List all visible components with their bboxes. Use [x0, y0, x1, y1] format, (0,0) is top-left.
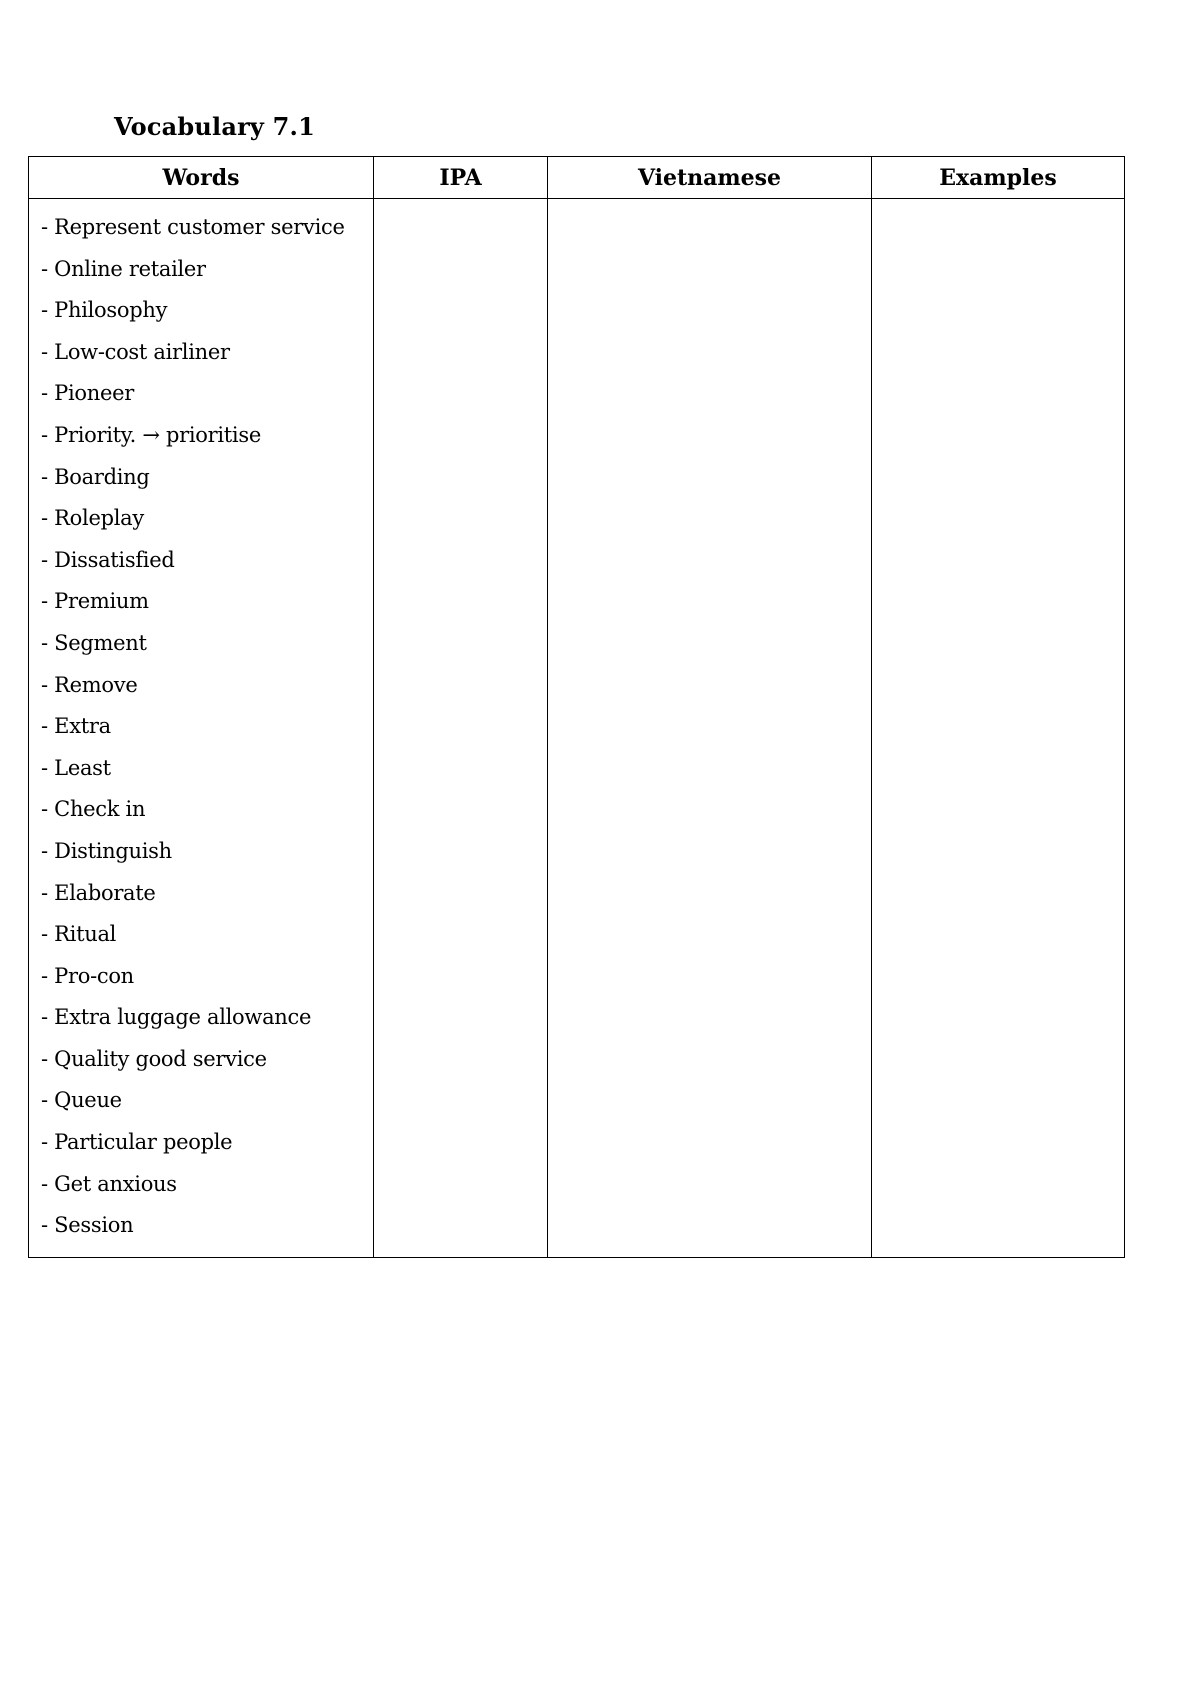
word-item: - Quality good service	[41, 1046, 267, 1071]
vietnamese-cell	[548, 199, 872, 1258]
word-item: - Particular people	[41, 1130, 233, 1155]
word-item: - Philosophy	[41, 298, 168, 323]
word-item: - Least	[41, 755, 111, 780]
word-item: - Extra luggage allowance	[41, 1005, 312, 1030]
word-item: - Priority. → prioritise	[41, 422, 261, 447]
word-item: - Pioneer	[41, 381, 134, 406]
word-item: - Extra	[41, 714, 111, 739]
ipa-cell	[374, 199, 548, 1258]
word-item: - Represent customer service	[41, 215, 345, 239]
examples-cell	[872, 199, 1125, 1258]
header-ipa: IPA	[374, 157, 548, 199]
word-item: - Session	[41, 1213, 134, 1238]
words-cell	[29, 199, 374, 1258]
word-item: - Elaborate	[41, 880, 156, 905]
word-item: - Pro-con	[41, 963, 134, 988]
word-item: - Boarding	[41, 464, 150, 489]
word-item: - Premium	[41, 589, 149, 614]
vocabulary-table	[28, 156, 1125, 1258]
header-words: Words	[29, 157, 374, 199]
word-item: - Ritual	[41, 922, 117, 947]
word-item: - Check in	[41, 797, 146, 822]
word-item: - Dissatisfied	[41, 547, 175, 572]
word-item: - Segment	[41, 630, 147, 655]
word-list	[29, 199, 373, 1257]
word-item: - Remove	[41, 672, 138, 697]
word-item: - Low-cost airliner	[41, 339, 230, 364]
word-item: - Roleplay	[41, 506, 144, 531]
table-header-row	[29, 157, 1125, 199]
word-item: - Get anxious	[41, 1171, 177, 1196]
word-item: - Queue	[41, 1088, 122, 1113]
header-vietnamese: Vietnamese	[548, 157, 872, 199]
word-item: - Online retailer	[41, 256, 206, 281]
word-item: - Distinguish	[41, 838, 172, 863]
document-title: Vocabulary 7.1	[114, 112, 315, 141]
table-body-row	[29, 199, 1125, 1258]
header-examples: Examples	[872, 157, 1125, 199]
